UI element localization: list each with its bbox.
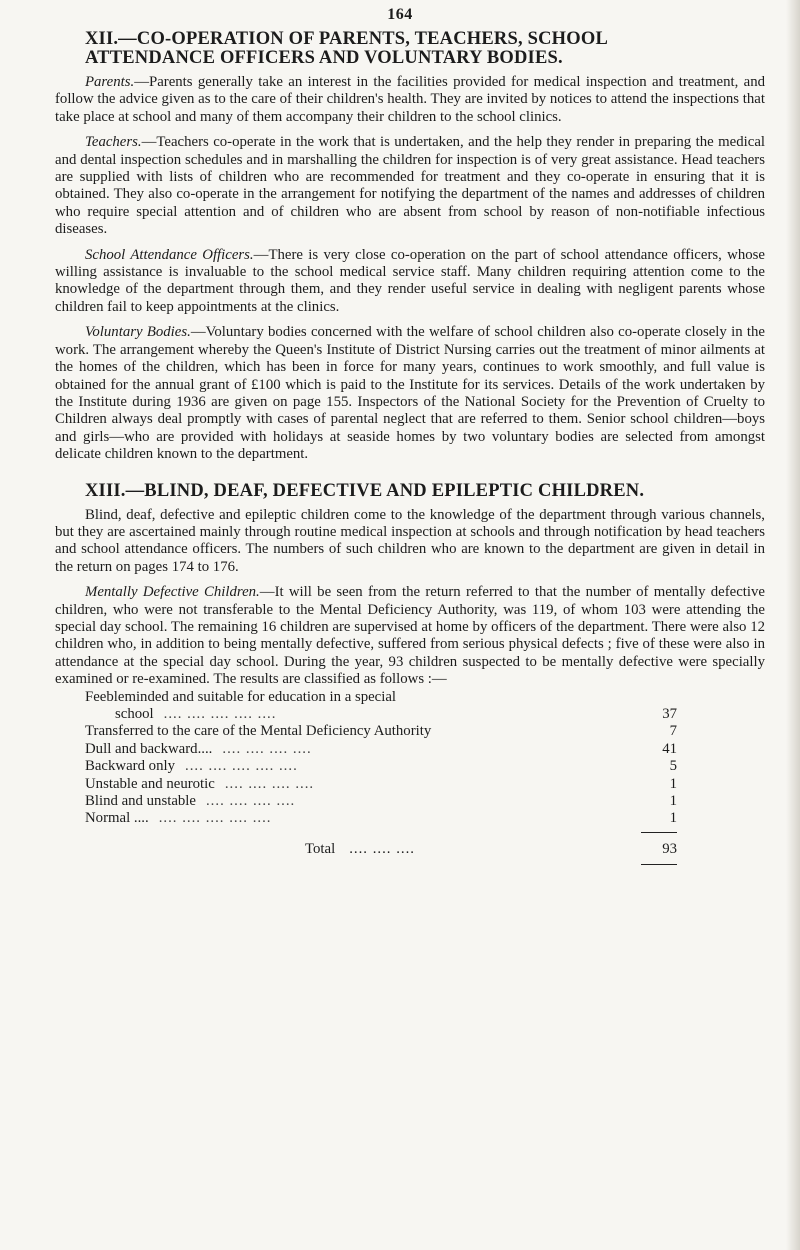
total-row (85, 841, 677, 858)
page-edge-shadow (786, 0, 800, 1250)
paragraph-mental-defective (55, 584, 765, 688)
row-label: Backward only (85, 758, 175, 775)
section-12-heading-line1: XII.—CO-OPERATION OF PARENTS, TEACHERS, SCHOOL (85, 29, 608, 49)
results-list (85, 689, 677, 866)
page-number: 164 (387, 6, 413, 23)
row-label: Feebleminded and suitable for education in a special (85, 688, 397, 705)
row-label: Dull and backward.... (85, 740, 213, 757)
results-row (85, 776, 677, 793)
section-12-heading-line2: ATTENDANCE OFFICERS AND VOLUNTARY BODIES. (85, 48, 563, 68)
paragraph-lead: Voluntary Bodies. (85, 324, 191, 341)
paragraph-text: —Teachers co-operate in the work that is undertaken, and the help they render in preparing the medical and dental inspection schedules and in marshalling the children for inspection is of very great assistance. Head teachers are supplied with lists of children who are recommended for treatment and they co-operate in ensuring that it is obtained. They also co-operate in the arrangement for notifying the department of the names and addresses of children who require special attention and of children who are absent from school by reason of non-notifiable infectious diseases. (55, 134, 765, 238)
paragraph-text: —There is very close co-operation on the part of school attendance officers, whose willing assistance is invaluable to the school medical service staff. Many children requiring attention come to the knowledge of the department through them, and they render useful service in dealing with negligent parents whose children fail to keep appointments at the clinics. (55, 246, 765, 315)
paragraph-parents (55, 74, 765, 126)
paragraph-lead: Teachers. (85, 134, 142, 151)
total-value: 93 (662, 840, 677, 857)
total-label: Total (305, 840, 336, 857)
row-label: school (115, 706, 154, 722)
row-dots: .... .... .... .... (224, 775, 315, 792)
row-label: Transferred to the care of the Mental Deficiency Authority (85, 723, 432, 740)
row-value: 41 (662, 740, 677, 757)
results-row (85, 810, 677, 827)
row-value: 7 (669, 723, 677, 740)
paragraph-lead: School Attendance Officers. (85, 246, 254, 263)
row-value: 37 (662, 706, 677, 722)
row-value (649, 689, 677, 706)
paragraph-text: —Parents generally take an interest in the facilities provided for medical inspection and treatment, and follow the advice given as to the care of their children's health. They are invited by notices to attend the inspections that take place at school and many of them accompany their children to the school clinics. (55, 74, 765, 125)
row-label: Blind and unstable (85, 793, 196, 810)
paragraph-voluntary-bodies (55, 324, 765, 463)
row-dots (396, 689, 649, 706)
total-dots: .... .... .... (349, 840, 415, 857)
paragraph-attendance-officers (55, 247, 765, 317)
row-value: 1 (669, 810, 677, 827)
paragraph-lead: Mentally Defective Children. (85, 584, 260, 601)
paragraph-teachers (55, 134, 765, 238)
paragraph-text: —It will be seen from the return referred to that the number of mentally defective children, who were not transferable to the Mental Deficiency Authority, was 119, of whom 103 were attending the special day school. The remaining 16 children are supervised at home by officers of the department. There were also 12 children who, in addition to being mentally defective, suffered from serious physical defects ; five of these were also in attendance at the special day school. During the year, 93 children suspected to be mentally defective were specially examined or re-examined. The results are classified as follows :— (55, 584, 765, 688)
row-dots: .... .... .... .... .... (185, 758, 298, 775)
total-rule-top (641, 832, 677, 833)
row-label: Unstable and neurotic (85, 775, 215, 792)
row-label: Normal .... (85, 810, 149, 827)
row-value: 1 (669, 775, 677, 792)
paragraph-intro: Blind, deaf, defective and epileptic children come to the knowledge of the department through various channels, but they are ascertained mainly through routine medical inspection at schools and through notification by head teachers and school attendance officers. The numbers of such children who are known to the department are given in detail in the return on pages 174 to 176. (55, 506, 765, 575)
section-13-heading: XIII.—BLIND, DEAF, DEFECTIVE AND EPILEPTIC CHILDREN. (85, 480, 645, 501)
row-dots: .... .... .... .... (205, 793, 296, 810)
page-content (55, 30, 765, 865)
row-dots: .... .... .... .... (222, 740, 312, 757)
row-dots: .... .... .... .... .... (158, 810, 272, 827)
row-dots: .... .... .... .... .... (163, 706, 277, 722)
results-row (85, 758, 677, 775)
results-row (85, 689, 677, 706)
results-row (85, 793, 677, 810)
paragraph-lead: Parents. (85, 74, 135, 90)
row-dots (431, 723, 649, 740)
results-row (85, 723, 677, 740)
row-value: 5 (669, 758, 677, 775)
row-value: 1 (669, 793, 677, 810)
section-12-heading (55, 30, 765, 68)
results-row (85, 741, 677, 758)
paragraph-text: —Voluntary bodies concerned with the welfare of school children also co-operate closely in the work. The arrangement whereby the Queen's Institute of District Nursing carries out the treatment of minor ailments at the homes of the children, which has been in force for many years, continues to work smoothly, and full value is obtained for the annual grant of £100 which is paid to the Institute for its services. Details of the work undertaken by the Institute during 1936 are given on page 155. Inspectors of the National Society for the Prevention of Cruelty to Children always deal promptly with cases of parental neglect that are referred to them. Senior school children—boys and girls—who are provided with holidays at seaside homes by two voluntary bodies are selected from amongst delicate children known to the department. (55, 324, 766, 463)
results-row (85, 706, 677, 723)
total-rule-bottom (641, 864, 677, 865)
